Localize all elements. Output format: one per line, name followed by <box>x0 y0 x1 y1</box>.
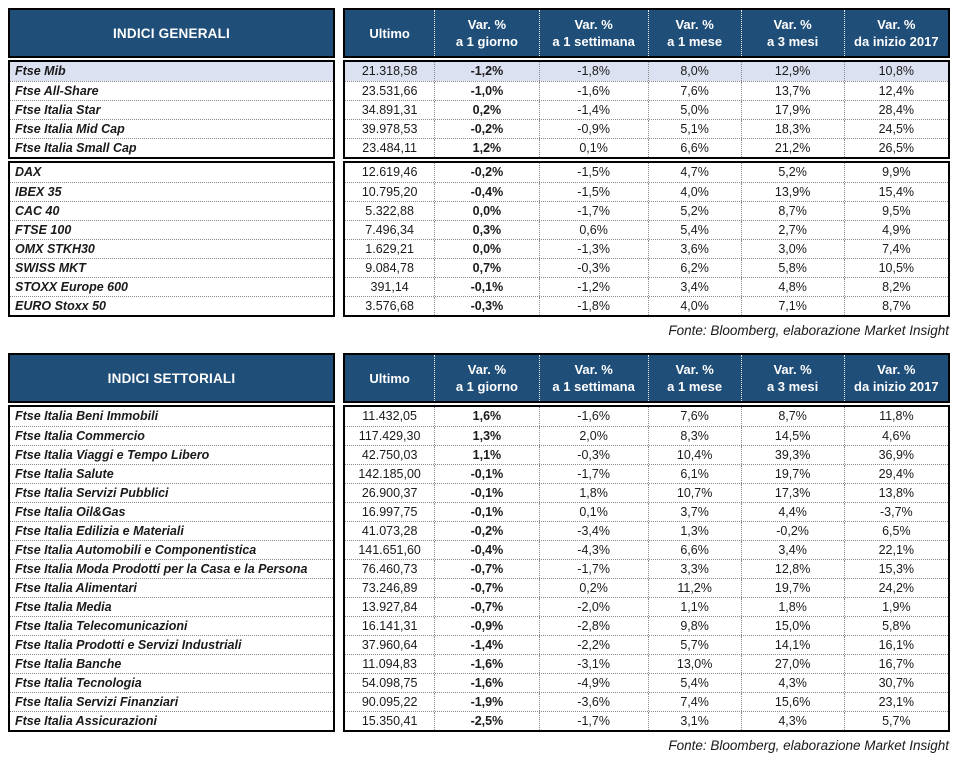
value-cell: 12,4% <box>844 82 948 100</box>
value-cell: 3.576,68 <box>365 299 414 313</box>
table-row <box>345 407 948 426</box>
value-cell: 1,1% <box>648 598 741 616</box>
value-cell: 9,8% <box>648 617 741 635</box>
row-label: STOXX Europe 600 <box>10 277 333 296</box>
value-cell: 30,7% <box>844 674 948 692</box>
value-cell: -0,4% <box>434 183 538 201</box>
row-label: DAX <box>15 165 42 179</box>
value-cell: 10,4% <box>648 446 741 464</box>
value-cell: 5,8% <box>844 617 948 635</box>
value-cell: -0,3% <box>539 446 648 464</box>
row-labels-block <box>8 161 335 317</box>
value-cell: 1,3% <box>648 522 741 540</box>
value-cell: 76.460,73 <box>361 562 418 576</box>
table-header <box>8 353 950 403</box>
value-cell: 15,3% <box>844 560 948 578</box>
table-row <box>345 239 948 258</box>
row-group <box>8 405 950 732</box>
value-cell: -1,6% <box>539 82 648 100</box>
column-headers <box>343 8 950 58</box>
value-cell: 2,7% <box>741 221 844 239</box>
row-label: Ftse Mib <box>10 62 333 81</box>
value-cell: -0,2% <box>434 522 538 540</box>
value-cell: 3,4% <box>741 541 844 559</box>
table-row <box>345 464 948 483</box>
value-cell: 18,3% <box>741 120 844 138</box>
column-header-line2: a 1 settimana <box>552 379 635 394</box>
row-label: Ftse Italia Banche <box>10 654 333 673</box>
row-label: Ftse Italia Servizi Finanziari <box>10 692 333 711</box>
column-header-line1: Var. % <box>675 17 714 32</box>
row-label: Ftse Italia Oil&Gas <box>10 502 333 521</box>
value-cell: 1,1% <box>434 446 538 464</box>
value-cell: 21,2% <box>741 139 844 157</box>
row-labels-block <box>8 405 335 732</box>
value-cell: -1,9% <box>434 693 538 711</box>
row-label: Ftse Italia Assicurazioni <box>10 711 333 730</box>
column-header-line2: a 3 mesi <box>766 379 819 394</box>
value-cell: 10,7% <box>648 484 741 502</box>
row-label: Ftse Italia Beni Immobili <box>15 409 159 423</box>
row-label: OMX STKH30 <box>10 239 333 258</box>
value-cell: 9,9% <box>844 163 948 182</box>
value-cell: -1,7% <box>539 465 648 483</box>
value-cell: 5,1% <box>648 120 741 138</box>
column-header-line1: Var. % <box>467 17 507 32</box>
value-cell: -3,1% <box>539 655 648 673</box>
value-cell: 142.185,00 <box>358 467 421 481</box>
value-cell: -2,0% <box>539 598 648 616</box>
row-label: Ftse Italia Tecnologia <box>10 673 333 692</box>
value-cell: 2,0% <box>539 427 648 445</box>
value-cell: 1,9% <box>844 598 948 616</box>
row-values-block <box>343 405 950 732</box>
column-header <box>345 355 434 401</box>
column-header <box>345 10 434 56</box>
column-header-line1: Var. % <box>877 362 916 377</box>
table-header <box>8 8 950 58</box>
value-cell: 4,7% <box>648 163 741 182</box>
value-cell: 13,7% <box>741 82 844 100</box>
value-cell: -0,3% <box>539 259 648 277</box>
value-cell: -0,4% <box>434 541 538 559</box>
value-cell: 4,4% <box>741 503 844 521</box>
source-note: Fonte: Bloomberg, elaborazione Market Insight <box>668 738 949 753</box>
value-cell: 0,1% <box>539 139 648 157</box>
value-cell: -0,7% <box>434 598 538 616</box>
row-label: SWISS MKT <box>10 258 333 277</box>
column-headers <box>343 353 950 403</box>
value-cell: 391,14 <box>370 280 409 294</box>
value-cell: -1,8% <box>539 62 648 81</box>
value-cell: 3,4% <box>648 278 741 296</box>
value-cell: 17,9% <box>741 101 844 119</box>
value-cell: 27,0% <box>741 655 844 673</box>
value-cell: 23,1% <box>844 693 948 711</box>
row-label: CAC 40 <box>10 201 333 220</box>
value-cell: -1,6% <box>434 674 538 692</box>
table-body-groups <box>8 60 950 317</box>
table-row <box>345 220 948 239</box>
value-cell: 7,1% <box>741 297 844 315</box>
value-cell: -0,2% <box>434 163 538 182</box>
value-cell: -1,7% <box>539 712 648 730</box>
table-title-cell <box>8 8 335 58</box>
value-cell: -1,7% <box>539 560 648 578</box>
column-header-line1: Ultimo <box>369 25 410 41</box>
value-cell: -0,1% <box>434 465 538 483</box>
table-row <box>345 502 948 521</box>
column-header-line2: a 1 mese <box>667 379 723 394</box>
row-label: FTSE 100 <box>10 220 333 239</box>
value-cell: 15.350,41 <box>361 714 418 728</box>
value-cell: 8,7% <box>741 202 844 220</box>
table-body-groups <box>8 405 950 732</box>
column-header-line1: Var. % <box>574 17 613 32</box>
value-cell: 0,1% <box>539 503 648 521</box>
value-cell: 90.095,22 <box>361 695 418 709</box>
table-row <box>345 616 948 635</box>
value-cell: 37.960,64 <box>361 638 418 652</box>
table-row <box>345 559 948 578</box>
table-row <box>345 426 948 445</box>
value-cell: 28,4% <box>844 101 948 119</box>
column-header <box>648 355 741 401</box>
value-cell: 22,1% <box>844 541 948 559</box>
value-cell: -2,8% <box>539 617 648 635</box>
value-cell: 4,0% <box>648 297 741 315</box>
row-label: Ftse Italia Telecomunicazioni <box>10 616 333 635</box>
value-cell: 9,5% <box>844 202 948 220</box>
value-cell: 16.997,75 <box>361 505 418 519</box>
value-cell: -1,4% <box>434 636 538 654</box>
column-header-line2: a 1 settimana <box>552 34 635 49</box>
value-cell: 54.098,75 <box>361 676 418 690</box>
source-note: Fonte: Bloomberg, elaborazione Market Insight <box>668 323 949 338</box>
value-cell: 24,2% <box>844 579 948 597</box>
table-row <box>345 119 948 138</box>
value-cell: 13,0% <box>648 655 741 673</box>
value-cell: -2,5% <box>434 712 538 730</box>
value-cell: 1.629,21 <box>365 242 414 256</box>
value-cell: 16.141,31 <box>361 619 418 633</box>
value-cell: 14,5% <box>741 427 844 445</box>
column-header-line1: Var. % <box>675 362 714 377</box>
column-header-line1: Var. % <box>574 362 613 377</box>
value-cell: 42.750,03 <box>361 448 418 462</box>
value-cell: 73.246,89 <box>361 581 418 595</box>
column-header-line1: Var. % <box>467 362 507 377</box>
value-cell: 0,0% <box>434 202 538 220</box>
value-cell: -1,3% <box>539 240 648 258</box>
row-values-block <box>343 60 950 159</box>
value-cell: 10,5% <box>844 259 948 277</box>
value-cell: -1,7% <box>539 202 648 220</box>
value-cell: 4,3% <box>741 674 844 692</box>
value-cell: 0,6% <box>539 221 648 239</box>
value-cell: -0,1% <box>434 278 538 296</box>
row-label: Ftse Italia Automobili e Componentistica <box>10 540 333 559</box>
row-label: EURO Stoxx 50 <box>10 296 333 315</box>
value-cell: 4,8% <box>741 278 844 296</box>
column-header-line2: da inizio 2017 <box>854 379 939 394</box>
column-header-line2: da inizio 2017 <box>854 34 939 49</box>
value-cell: 4,6% <box>844 427 948 445</box>
value-cell: -1,0% <box>434 82 538 100</box>
value-cell: 23.484,11 <box>362 141 417 155</box>
value-cell: -1,5% <box>539 183 648 201</box>
value-cell: 16,1% <box>844 636 948 654</box>
value-cell: -1,6% <box>539 407 648 426</box>
column-header <box>539 10 648 56</box>
value-cell: 1,8% <box>741 598 844 616</box>
value-cell: 10,8% <box>844 62 948 81</box>
value-cell: 7,4% <box>844 240 948 258</box>
table-row <box>345 296 948 315</box>
row-label: Ftse Italia Servizi Pubblici <box>10 483 333 502</box>
value-cell: 0,0% <box>434 240 538 258</box>
value-cell: 15,4% <box>844 183 948 201</box>
value-cell: -4,3% <box>539 541 648 559</box>
value-cell: 0,3% <box>434 221 538 239</box>
value-cell: 8,3% <box>648 427 741 445</box>
value-cell: 1,3% <box>434 427 538 445</box>
row-label: Ftse Italia Star <box>10 100 333 119</box>
value-cell: 5,7% <box>844 712 948 730</box>
row-label: Ftse Italia Salute <box>10 464 333 483</box>
table-row <box>345 540 948 559</box>
column-header-line1: Var. % <box>773 17 812 32</box>
table-row <box>345 258 948 277</box>
value-cell: 12,8% <box>741 560 844 578</box>
value-cell: 5,2% <box>741 163 844 182</box>
value-cell: 1,8% <box>539 484 648 502</box>
row-group <box>8 161 950 317</box>
value-cell: 7.496,34 <box>365 223 414 237</box>
value-cell: 24,5% <box>844 120 948 138</box>
value-cell: 8,0% <box>648 62 741 81</box>
value-cell: -2,2% <box>539 636 648 654</box>
value-cell: 141.651,60 <box>358 543 421 557</box>
table-row <box>345 483 948 502</box>
value-cell: 3,3% <box>648 560 741 578</box>
value-cell: 1,6% <box>434 407 538 426</box>
value-cell: -1,8% <box>539 297 648 315</box>
value-cell: 5,0% <box>648 101 741 119</box>
table-row <box>345 182 948 201</box>
value-cell: 11.094,83 <box>362 657 417 671</box>
value-cell: 13.927,84 <box>361 600 418 614</box>
value-cell: 6,1% <box>648 465 741 483</box>
row-label: Ftse Italia Viaggi e Tempo Libero <box>10 445 333 464</box>
value-cell: 12.619,46 <box>361 165 418 179</box>
value-cell: 7,4% <box>648 693 741 711</box>
table-row <box>345 201 948 220</box>
row-label: Ftse Italia Moda Prodotti per la Casa e la Persona <box>10 559 333 578</box>
value-cell: 5,7% <box>648 636 741 654</box>
row-values-block <box>343 161 950 317</box>
value-cell: -1,4% <box>539 101 648 119</box>
value-cell: 39.978,53 <box>361 122 418 136</box>
row-label: Ftse Italia Media <box>10 597 333 616</box>
value-cell: 17,3% <box>741 484 844 502</box>
value-cell: 8,2% <box>844 278 948 296</box>
value-cell: -0,1% <box>434 484 538 502</box>
value-cell: -3,7% <box>844 503 948 521</box>
column-header-line2: a 1 mese <box>667 34 723 49</box>
value-cell: 19,7% <box>741 579 844 597</box>
value-cell: 13,9% <box>741 183 844 201</box>
column-header-line2: a 1 giorno <box>455 34 518 49</box>
table-row <box>345 81 948 100</box>
value-cell: 5,2% <box>648 202 741 220</box>
row-group <box>8 60 950 159</box>
table-row <box>345 138 948 157</box>
value-cell: 5.322,88 <box>365 204 414 218</box>
row-label: Ftse Italia Edilizia e Materiali <box>10 521 333 540</box>
table-row <box>345 163 948 182</box>
value-cell: 3,7% <box>648 503 741 521</box>
value-cell: 6,6% <box>648 139 741 157</box>
row-label: IBEX 35 <box>10 182 333 201</box>
column-header-line2: a 3 mesi <box>766 34 819 49</box>
value-cell: -0,1% <box>434 503 538 521</box>
value-cell: 14,1% <box>741 636 844 654</box>
value-cell: -0,7% <box>434 560 538 578</box>
column-header <box>741 10 844 56</box>
value-cell: -4,9% <box>539 674 648 692</box>
value-cell: -3,6% <box>539 693 648 711</box>
value-cell: 5,4% <box>648 221 741 239</box>
value-cell: 29,4% <box>844 465 948 483</box>
value-cell: 5,4% <box>648 674 741 692</box>
value-cell: 3,0% <box>741 240 844 258</box>
value-cell: 15,6% <box>741 693 844 711</box>
column-header-line1: Var. % <box>877 17 916 32</box>
column-header <box>539 355 648 401</box>
value-cell: 39,3% <box>741 446 844 464</box>
row-label: Ftse Italia Small Cap <box>10 138 333 157</box>
value-cell: -0,2% <box>434 120 538 138</box>
value-cell: 41.073,28 <box>361 524 418 538</box>
value-cell: -0,3% <box>434 297 538 315</box>
value-cell: 0,2% <box>434 101 538 119</box>
table-indici-generali <box>8 8 950 340</box>
value-cell: 16,7% <box>844 655 948 673</box>
value-cell: 21.318,58 <box>361 64 418 78</box>
column-header <box>844 355 948 401</box>
value-cell: -0,7% <box>434 579 538 597</box>
value-cell: 6,2% <box>648 259 741 277</box>
value-cell: 9.084,78 <box>365 261 414 275</box>
table-row <box>345 654 948 673</box>
value-cell: 3,1% <box>648 712 741 730</box>
value-cell: 15,0% <box>741 617 844 635</box>
value-cell: 12,9% <box>741 62 844 81</box>
value-cell: 19,7% <box>741 465 844 483</box>
value-cell: 11,8% <box>844 407 948 426</box>
column-header <box>434 10 538 56</box>
value-cell: 4,9% <box>844 221 948 239</box>
row-label: Ftse Italia Commercio <box>10 426 333 445</box>
table-indici-settoriali <box>8 353 950 755</box>
value-cell: -1,2% <box>539 278 648 296</box>
column-header-line2: a 1 giorno <box>455 379 518 394</box>
value-cell: 13,8% <box>844 484 948 502</box>
row-label: Ftse Italia Alimentari <box>10 578 333 597</box>
table-row <box>345 445 948 464</box>
table-row <box>345 100 948 119</box>
value-cell: -0,9% <box>539 120 648 138</box>
table-row <box>345 578 948 597</box>
table-row <box>345 692 948 711</box>
value-cell: 0,7% <box>434 259 538 277</box>
value-cell: 6,6% <box>648 541 741 559</box>
value-cell: 1,2% <box>434 139 538 157</box>
column-header <box>741 355 844 401</box>
value-cell: -0,2% <box>741 522 844 540</box>
column-header <box>844 10 948 56</box>
value-cell: 8,7% <box>741 407 844 426</box>
table-row <box>345 277 948 296</box>
value-cell: 34.891,31 <box>361 103 418 117</box>
table-row <box>345 597 948 616</box>
table-title: INDICI GENERALI <box>112 25 230 41</box>
value-cell: 4,3% <box>741 712 844 730</box>
value-cell: 7,6% <box>648 82 741 100</box>
value-cell: 26,5% <box>844 139 948 157</box>
value-cell: 3,6% <box>648 240 741 258</box>
table-row <box>345 711 948 730</box>
row-labels-block <box>8 60 335 159</box>
value-cell: 5,8% <box>741 259 844 277</box>
value-cell: -1,6% <box>434 655 538 673</box>
column-header <box>434 355 538 401</box>
column-header-line1: Var. % <box>773 362 812 377</box>
value-cell: 117.429,30 <box>358 429 421 443</box>
value-cell: 8,7% <box>844 297 948 315</box>
value-cell: 0,2% <box>539 579 648 597</box>
table-title-cell <box>8 353 335 403</box>
table-title: INDICI SETTORIALI <box>107 370 236 386</box>
value-cell: 4,0% <box>648 183 741 201</box>
row-label: Ftse All-Share <box>10 81 333 100</box>
value-cell: 36,9% <box>844 446 948 464</box>
value-cell: -1,2% <box>434 62 538 81</box>
row-label: Ftse Italia Mid Cap <box>10 119 333 138</box>
value-cell: -1,5% <box>539 163 648 182</box>
table-row <box>345 635 948 654</box>
value-cell: 10.795,20 <box>361 185 418 199</box>
table-row <box>345 673 948 692</box>
column-header-line1: Ultimo <box>369 370 410 386</box>
table-row <box>345 62 948 81</box>
column-header <box>648 10 741 56</box>
table-row <box>345 521 948 540</box>
value-cell: 11,2% <box>648 579 741 597</box>
value-cell: 11.432,05 <box>362 409 417 423</box>
value-cell: -3,4% <box>539 522 648 540</box>
value-cell: 26.900,37 <box>361 486 418 500</box>
value-cell: 6,5% <box>844 522 948 540</box>
value-cell: -0,9% <box>434 617 538 635</box>
value-cell: 23.531,66 <box>361 84 418 98</box>
value-cell: 7,6% <box>648 407 741 426</box>
row-label: Ftse Italia Prodotti e Servizi Industriali <box>10 635 333 654</box>
